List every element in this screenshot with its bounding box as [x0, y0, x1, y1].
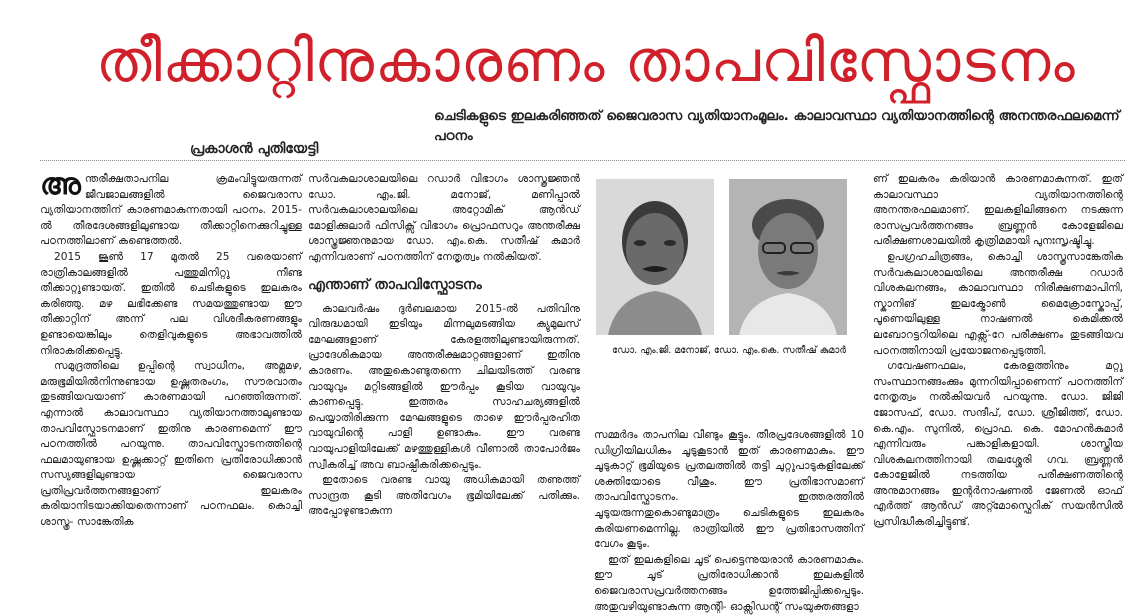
paragraph: സമുദ്രത്തിലെ ഉപ്പിന്റെ സ്വാധീനം, അമ്ലമഴ, മരുഭൂമിയില്‍നിന്നുണ്ടായ ഉഷ്ണതരംഗം, സൗരവാതം തുടങ്ങിയവയാണ് കാരണമായി പറഞ്ഞിരുന്നത്. എന്നാല്‍ കാലാവസ്ഥാ വ്യതിയാനത്താലുണ്ടായ താപവിസ്ഫോടനമാണ് ഇതിനു കാരണമെന്ന് ഈ പഠനത്തില്‍ പറയുന്നു. താപവിസ്ഫോടനത്തിന്റെ ഫലമായുണ്ടായ ഉഷ്ണക്കാറ്റ് ഇതിനെ പ്രതിരോധിക്കാന്‍ സസ്യങ്ങളിലുണ്ടായ ജൈവരാസ പ്രതിപ്രവര്‍ത്തനങ്ങളാണ് ഇലകരം കരിയാനിടയാക്കിയതെന്നാണ് പഠനഫലം. കൊച്ചി ശാസ്ത്ര- സാങ്കേതിക [40, 360, 302, 529]
article-column-2 [308, 172, 580, 576]
portrait-photo-manoj [596, 179, 714, 335]
paragraph: സമ്മര്‍ദം താപനില വീണ്ടും കൂട്ടും. തീരപ്രദേശങ്ങളില്‍ 10 ഡിഗ്രിയിലധികം ചൂടുകൂടാന്‍ ഇത് കാരണമാകും. ഈ ചൂടുകാറ്റ് ഭൂമിയുടെ പ്രതലത്തില്‍ തട്ടി ചുറ്റുപാടുകളിലേക്ക് ശക്തിയോടെ വീശും. ഈ പ്രതിഭാസമാണ് താപവിസ്ഫോടനം. ഇത്തരത്തില്‍ ചൂടുയരുന്നതുകൊണ്ടുമാത്രം ചെടികളുടെ ഇലകരം കരിയണമെന്നില്ല. രാത്രിയില്‍ ഈ പ്രതിഭാസത്തിന് വേഗം കൂടും. [594, 429, 864, 551]
paragraph: സര്‍വകലാശാലയിലെ റഡാര്‍ വിഭാഗം ശാസ്ത്രജ്ഞന്‍ ഡോ. എം.ജി. മനോജ്, മണിപ്പാല്‍ സര്‍വകലാശാലയിലെ അറ്റോമിക് ആന്‍ഡ് മോളിക്കുലാര്‍ ഫിസിക്സ് വിഭാഗം പ്രൊഫസറും അന്തരീക്ഷ ശാസ്ത്രജ്ഞനുമായ ഡോ. എം.കെ. സതീഷ് കുമാര്‍ എന്നിവരാണ് പഠനത്തിന് നേതൃത്വം നല്‍കിയത്. [308, 173, 580, 263]
paragraph: കാലവര്‍ഷം ദുര്‍ബലമായ 2015-ല്‍ പതിവിനു വിരുദ്ധമായി ഇടിയും മിന്നലുമടങ്ങിയ ക്യുമുലസ് മേഘങ്ങളാണ് കേരളത്തിലുണ്ടായിരുന്നത്. പ്രാദേശികമായ അന്തരീക്ഷമാറ്റങ്ങളാണ് ഇതിനു കാരണം. അതുകൊണ്ടുതന്നെ ചിലയിടത്ത് വരണ്ട വായുവും മറ്റിടങ്ങളില്‍ ഈര്‍പ്പം കൂടിയ വായുവും കാണപ്പെട്ടു. ഇത്തരം സാഹചര്യങ്ങളില്‍ പെയ്യാതിരിക്കുന്ന മേഘങ്ങളുടെ താഴെ ഈര്‍പ്പരഹിത വായുവിന്റെ പാളി ഉണ്ടാകും. ഈ വരണ്ട വായുപാളിയിലേക്ക് മഴത്തുള്ളികള്‍ വീണാല്‍ താപോര്‍ജം സ്വീകരിച്ച് അവ ബാഷ്പീകരിക്കപ്പെടും. [308, 302, 580, 471]
paragraph: ഇതോടെ വരണ്ട വായു അധികമായി തണുത്ത് സാന്ദ്രത കൂടി അതിവേഗം ഭൂമിയിലേക്ക് പതിക്കും. അപ്പോഴുണ്ടാകുന്ന [308, 474, 580, 518]
drop-cap: അ [40, 167, 81, 202]
article-column-4 [873, 172, 1123, 576]
headline: തീക്കാറ്റിനുകാരണം താപവിസ്ഫോടനം [96, 27, 1076, 95]
portrait-photo-satheesh [729, 179, 847, 335]
portrait-image-manoj [596, 179, 714, 335]
paragraph: ഗവേഷണഫലം, കേരളത്തിനും മറ്റു സംസ്ഥാനങ്ങംക്കും മുന്നറിയിപ്പാണെന്ന് പഠനത്തിന് നേതൃത്വം നല്‍കിയവര്‍ പറയുന്നു. ഡോ. ജിജി ജോസഫ്, ഡോ. സന്ദീപ്, ഡോ. ശ്രീജിത്ത്, ഡോ. കെ.എം. സുനില്‍, പ്രൊഫ. കെ. മോഹന്‍കുമാര്‍ എന്നിവരും പങ്കാളികളായി. ശാസ്ത്രീയ വിശകലനത്തിനായി തലശ്ശേരി ഗവ. ബ്രണ്ണന്‍ കോളേജില്‍ നടത്തിയ പരീക്ഷണത്തിന്റെ അനുമാനങ്ങം ഇന്റര്‍നാഷണല്‍ ജേണല്‍ ഓഫ് എര്‍ത്ത് ആന്‍ഡ് അറ്റ്മോസ്ഫെറിക് സയന്‍സില്‍ പ്രസിദ്ധീകരിച്ചിട്ടുണ്ട്. [873, 360, 1123, 529]
paragraph: ഉപഗ്രഹചിത്രങ്ങം, കൊച്ചി ശാസ്ത്രസാങ്കേതിക സര്‍വകലാശാലയിലെ അന്തരീക്ഷ റഡാര്‍ വിശകലനങ്ങം, കാലാവസ്ഥാ നിരീക്ഷണമാപിനി, സ്കാനിങ് ഇലക്ട്രോണ്‍ മൈക്രോസ്കോപ്പ്, പൂണെയിലുള്ള നാഷണല്‍ കെമിക്കല്‍ ലബോറട്ടറിയിലെ എക്സ്-റേ പരീക്ഷണം തുടങ്ങിയവ പഠനത്തിനായി പ്രയോജനപ്പെടുത്തി. [873, 250, 1123, 357]
paragraph: ണ് ഇലകരം കരിയാന്‍ കാരണമാകുന്നത്. ഇത് കാലാവസ്ഥാ വ്യതിയാനത്തിന്റെ അനന്തരഫലമാണ്. ഇലകളിലിങ്ങനെ നടക്കുന്ന രാസപ്രവര്‍ത്തനങ്ങം ബ്രണ്ണന്‍ കോളേജിലെ പരീക്ഷണശാലയില്‍ കൃത്രിമമായി പുനഃസൃഷ്ടിച്ചു. [873, 173, 1123, 248]
paragraph: 2015 ജൂണ്‍ 17 മുതല്‍ 25 വരെയാണ് രാത്രികാലങ്ങളില്‍ പത്തുമിനിറ്റു നീണ്ട തീക്കാറ്റുണ്ടായത്. ഇതില്‍ ചെടികളുടെ ഇലകരം കരിഞ്ഞു. മഴ ലഭിക്കേണ്ട സമയത്തുണ്ടായ ഈ തീക്കാറ്റിന് അന്ന് പല വിശദീകരണങ്ങളും ഉണ്ടായെങ്കിലും തെളിവുകളുടെ അഭാവത്തില്‍ നിരാകരിക്കപ്പെട്ടു. [40, 250, 302, 357]
section-heading: എന്താണ് താപവിസ്ഫോടനം [308, 276, 482, 293]
photo-caption: ഡോ. എം.ജി. മനോജ്, ഡോ. എം.കെ. സതീഷ് കുമാര്‍ [612, 345, 846, 356]
article-column-3 [594, 428, 864, 613]
article-column-1 [40, 167, 302, 576]
byline: പ്രകാശന്‍ പുതിയേട്ടി [190, 141, 319, 157]
byline-divider [40, 160, 1125, 161]
paragraph: ഇത് ഇലകളിലെ ചൂട് പെട്ടെന്നുയരാന്‍ കാരണമാകും. ഈ ചൂട് പ്രതിരോധിക്കാന്‍ ഇലകളില്‍ ജൈവരാസപ്രവര്‍ത്തനങ്ങം ഉത്തേജിപ്പിക്കപ്പെടും. അതുവഴിയുണ്ടാകുന്ന ആന്റി- ഓക്സിഡന്റ് സംയുക്തങ്ങളാ [594, 553, 864, 613]
paragraph [40, 167, 302, 250]
subheadline: ചെടികളുടെ ഇലകരിഞ്ഞത് ജൈവരാസ വ്യതിയാനംമൂലം. കാലാവസ്ഥാ വ്യതിയാനത്തിന്റെ അനന്തരഫലമെന്ന് പഠനം [434, 108, 1120, 144]
paragraph-text: ന്തരീക്ഷതാപനില ക്രമംവിട്ടുയരുന്നത് ജീവജാലങ്ങളില്‍ ജൈവരാസ വ്യതിയാനത്തിന് കാരണമാകുന്നതായി പഠനം. 2015-ല്‍ തീരദേശങ്ങളിലുണ്ടായ തീക്കാറ്റിനെക്കുറിച്ചുള്ള പഠനത്തിലാണ് കണ്ടെത്തല്‍. [40, 173, 302, 248]
portrait-image-satheesh [729, 179, 847, 335]
